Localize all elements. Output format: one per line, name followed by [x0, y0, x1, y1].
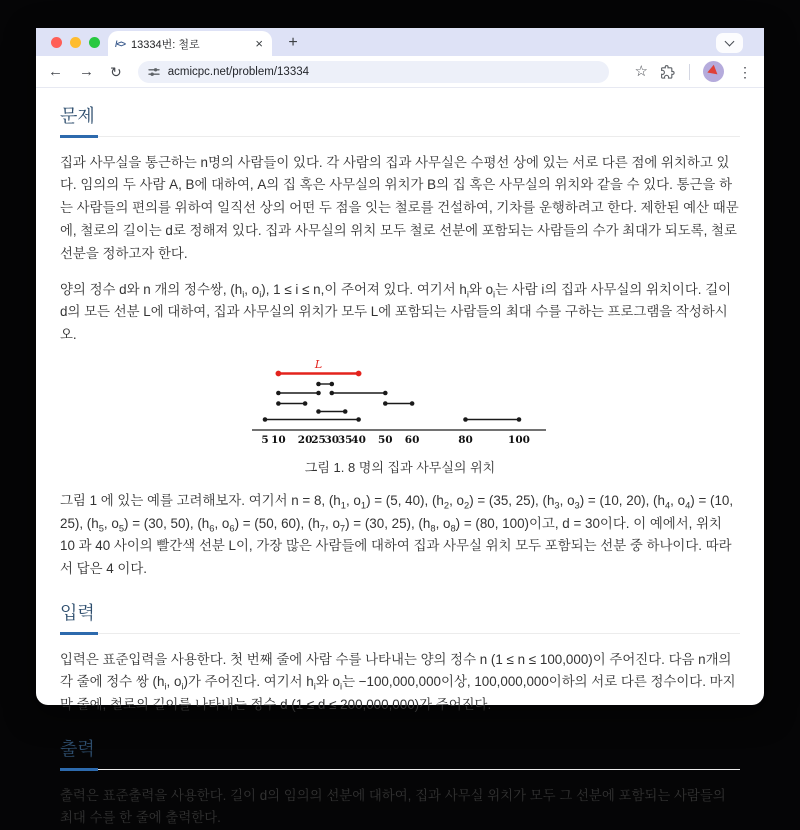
section-problem-title: 문제 [60, 106, 740, 128]
svg-text:10: 10 [271, 434, 286, 446]
svg-text:80: 80 [458, 434, 473, 446]
svg-text:30: 30 [324, 434, 339, 446]
svg-text:50: 50 [378, 434, 393, 446]
svg-text:25: 25 [311, 434, 326, 446]
svg-text:35: 35 [338, 434, 353, 446]
example-paragraph: 그림 1 에 있는 예를 고려해보자. 여기서 n = 8, ($h_1$, $o_1) = (5$, 40), ($h_2$, $o_2) = (35$, 25), ($h_3$, $o_3) = (10$, 20), ($h_4$, $o_4) = (10$, 25), ($h_5$, $o_5) = (30$, 50), ($h_6$, $o_6) = (50$, 60), ($h_7$, $o_7) = (30$, 25), ($h_8$, $o_8) = (80$, 100)이고, d = 30이다. 이 예에서, 위치 10 과 40 사이의 빨간색 선분 L이, 가장 많은 사람들에 대하여 집과 사무실 위치 모두 포함되는 선분 중 하나이다. 따라서 답은 4 이다. [60, 490, 740, 581]
active-tab[interactable] [108, 31, 272, 56]
problem-page [36, 88, 764, 830]
browser-toolbar [36, 56, 764, 88]
reload-button[interactable]: ↻ [110, 65, 122, 79]
close-window-button[interactable] [51, 37, 62, 48]
back-button[interactable]: ← [48, 64, 63, 79]
new-tab-button[interactable]: + [282, 32, 304, 54]
tab-strip [36, 28, 764, 56]
url-text[interactable]: acmicpc.net/problem/13334 [168, 66, 309, 78]
headline-accent-bar [60, 632, 98, 635]
chevron-down-icon [725, 37, 735, 47]
tab-close-icon[interactable]: × [253, 37, 265, 50]
bookmark-star-icon[interactable]: ☆ [635, 64, 648, 79]
figure-1-caption: 그림 1. 8 명의 집과 사무실의 위치 [60, 457, 740, 476]
svg-text:60: 60 [405, 434, 420, 446]
tab-search-button[interactable] [716, 33, 743, 53]
output-paragraph: 출력은 표준출력을 사용한다. 길이 d의 임의의 선분에 대하여, 집과 사무실 위치가 모두 그 선분에 포함되는 사람들의 최대 수를 한 줄에 출력한다. [60, 785, 740, 830]
avatar-bird-shape [707, 65, 720, 78]
site-settings-icon[interactable] [148, 66, 160, 78]
section-input-headline [60, 603, 740, 634]
problem-paragraph-2: 양의 정수 d와 n 개의 정수쌍, ($h_i$, $o_i$), 1 ≤ i ≤ n,이 주어져 있다. 여기서 $h_i$와 $o_i$는 사람 i의 집과 사무실의 위치이다. 길이 d의 모든 선분 L에 대하여, 집과 사무실의 위치가 모두 L에 포함되는 사람들의 최대 수를 구하는 프로그램을 작성하시오. [60, 279, 740, 347]
section-input-title: 입력 [60, 603, 740, 625]
section-output-headline [60, 739, 740, 770]
browser-menu-icon[interactable]: ⋮ [738, 65, 752, 79]
svg-text:100: 100 [508, 434, 530, 446]
section-output-title: 출력 [60, 739, 740, 761]
figure-1 [60, 360, 740, 455]
input-paragraph: 입력은 표준입력을 사용한다. 첫 번째 줄에 사람 수를 나타내는 양의 정수 n (1 ≤ n ≤ 100,000)이 주어진다. 다음 n개의 각 줄에 정수 쌍 ($h_i$, $o_i$)가 주어진다. 여기서 $h_i$와 $o_i$는 −100,000,000이상, 100,000,000이하의 서로 다른 정수이다. 마지막 줄에, 철로의 길이를 나타내는 정수 d (1 ≤ d ≤ 200,000,000)가 주어진다. [60, 649, 740, 717]
svg-text:5: 5 [261, 434, 268, 446]
forward-button[interactable]: → [79, 64, 94, 79]
tab-title: 13334번: 철로 [131, 36, 253, 52]
headline-accent-bar [60, 135, 98, 138]
svg-text:40: 40 [351, 434, 366, 446]
section-problem-headline [60, 106, 740, 137]
toolbar-divider [689, 64, 690, 80]
window-controls [51, 37, 100, 48]
extensions-icon[interactable] [660, 64, 675, 79]
minimize-window-button[interactable] [70, 37, 81, 48]
profile-avatar[interactable] [703, 61, 724, 82]
problem-paragraph-1: 집과 사무실을 통근하는 n명의 사람들이 있다. 각 사람의 집과 사무실은 수평선 상에 있는 서로 다른 점에 위치하고 있다. 임의의 두 사람 A, B에 대하여, A의 집 혹은 사무실의 위치가 B의 집 혹은 사무실의 위치와 같을 수 있다. 통근을 하는 사람들의 편의를 위하여 일직선 상의 어떤 두 점을 잇는 철로를 건설하여, 기차를 운행하려고 한다. 제한된 예산 때문에, 철로의 길이는 d로 정해져 있다. 집과 사무실의 위치 모두 철로 선분에 포함되는 사람들의 수가 최대가 되도록, 철로 선분을 정하고자 한다. [60, 152, 740, 266]
baekjoon-favicon-icon: /<> [115, 39, 125, 49]
browser-window [36, 28, 764, 705]
address-bar[interactable] [138, 61, 609, 83]
svg-text:L: L [314, 358, 322, 371]
zoom-window-button[interactable] [89, 37, 100, 48]
svg-text:20: 20 [298, 434, 313, 446]
segment-diagram [250, 360, 550, 450]
headline-accent-bar [60, 768, 98, 771]
